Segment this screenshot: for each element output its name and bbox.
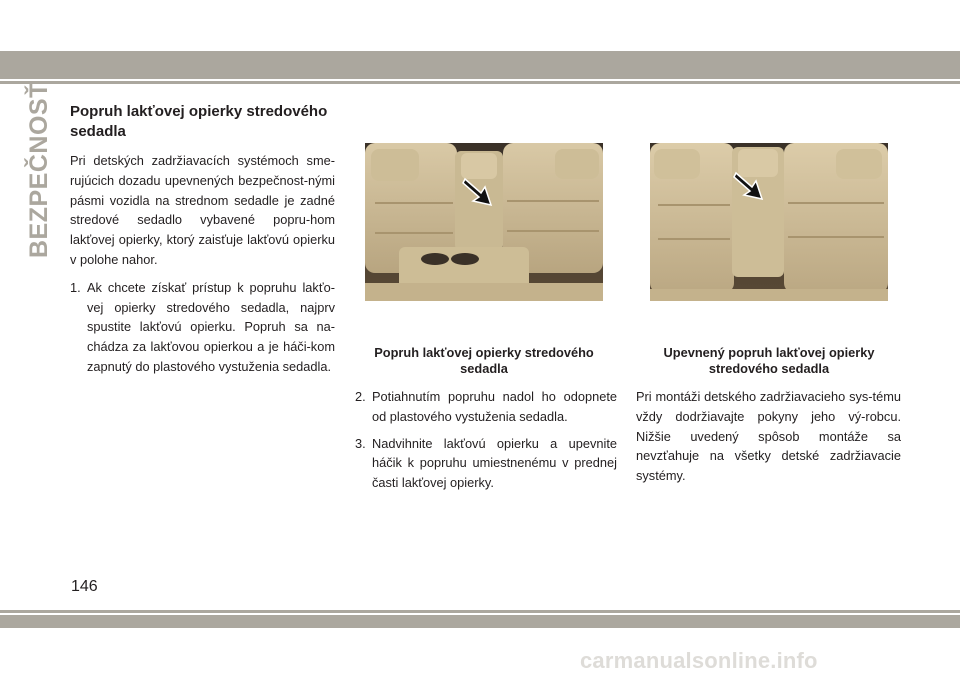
note-paragraph: Pri montáži detského zadržiavacieho sys-tému vždy dodržiavajte pokyny jeho vý-robcu. Nižšie uvedený spôsob montáže sa nevzťahuje na všetky detské zadržiavacie systémy. bbox=[636, 389, 901, 484]
step-text: Potiahnutím popruhu nadol ho odopnete od plastového vystuženia sedadla. bbox=[372, 389, 617, 424]
step-item bbox=[355, 387, 617, 427]
step-item bbox=[70, 278, 335, 377]
armrest-secured-photo bbox=[650, 143, 888, 301]
header-band bbox=[0, 51, 960, 79]
step-number: 2. bbox=[355, 389, 366, 404]
site-watermark: carmanualsonline.info bbox=[580, 648, 818, 673]
step-text: Nadvihnite lakťovú opierku a upevnite háčik k popruhu umiestnenému v prednej časti lakťovej opierky. bbox=[372, 435, 617, 491]
text-column-right bbox=[636, 387, 901, 494]
text-column-middle bbox=[355, 387, 617, 500]
armrest-lowered-photo bbox=[365, 143, 603, 301]
chapter-side-title: BEZPEČNOSŤ bbox=[25, 82, 53, 258]
footer-band bbox=[0, 615, 960, 628]
header-rule bbox=[0, 81, 960, 84]
section-heading: Popruh lakťovej opierky stredového sedadla bbox=[70, 103, 328, 140]
step-text: Ak chcete získať prístup k popruhu lakťo-vej opierky stredového sedadla, najprv spustite lakťovú opierku. Popruh sa na-chádza za lakťovou opierkou a je háči-kom zapnutý do plastového vystuženia sedadla. bbox=[87, 279, 335, 374]
armrest-lowered-illustration bbox=[365, 143, 603, 301]
figure-caption-2: Upevnený popruh lakťovej opierky stredového sedadla bbox=[663, 345, 875, 376]
text-column-left bbox=[70, 102, 335, 384]
footer-rule bbox=[0, 610, 960, 613]
figure-caption-1: Popruh lakťovej opierky stredového sedadla bbox=[374, 345, 594, 376]
step-number: 3. bbox=[355, 435, 366, 451]
intro-paragraph: Pri detských zadržiavacích systémoch sme-rujúcich dozadu upevnených bezpečnost-nými pásmi vozidla na strednom sedadle je zadné stredové sedadlo vybavené popru-hom lakťovej opierky, ktorý zaisťuje lakťovú opierku v polohe nahor. bbox=[70, 153, 335, 267]
page-number: 146 bbox=[71, 578, 98, 595]
step-number: 1. bbox=[70, 279, 81, 295]
step-item bbox=[355, 434, 617, 493]
armrest-secured-illustration bbox=[650, 143, 888, 301]
